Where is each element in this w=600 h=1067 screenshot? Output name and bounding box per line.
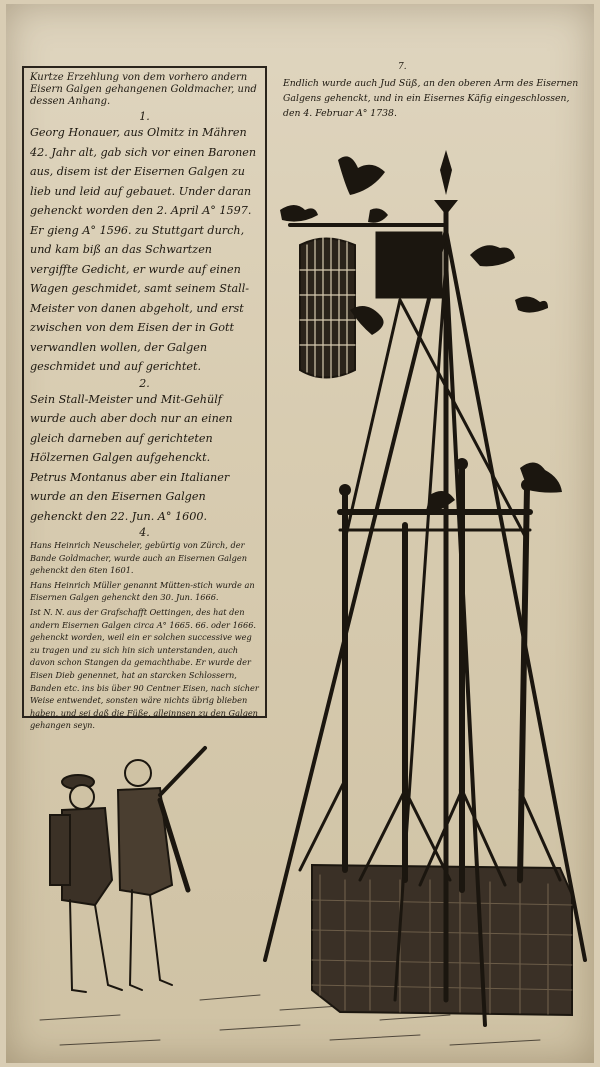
section-number: 2. [139,376,150,390]
section-number: 4. [139,526,150,539]
section-text: Hans Heinrich Müller genannt Mütten-stich wurde an Eisernen Galgen gehenckt den 30. Jun. 1666. [30,579,255,603]
section-text: Petrus Montanus aber ein Italianer wurde an den Eisernen Galgen gehenckt den 22. Jun. A° 1600. [30,470,230,523]
section-text: Georg Honauer, aus Olmitz in Mähren 42. Jahr alt, gab sich vor einen Baronen aus, disem ist der Eisernen Galgen zu lieb und leid auf gebauet. Under daran gehenckt worden den 2. April A° 1597. Er gieng A° 1596. zu Stuttgart durch, und kam biß an das Schwartzen vergiffte Gedicht, er wurde auf einen Wagen geschmidet, samt seinem Stall-Meister von danen abgeholt, und erst zwischen von dem Eisen der in Gott verwandlen wollen, der Galgen geschmidet und auf gerichtet. [30,126,257,373]
page-number: 7. [398,62,407,72]
section-text: Sein Stall-Meister und Mit-Gehülf wurde auch aber doch nur an einen gleich darneben auf gerichteten Hölzernen Galgen aufgehenckt. [30,392,233,464]
section-text: Ist N. N. aus der Grafschafft Oettingen, des hat den andern Eisernen Galgen circa A° 1665. 66. oder 1666. gehenckt worden, weil ein er solchen successive weg zu tragen und zu sich hin sich unterstanden, auch davon schon Stangen da gemachthabe. Er wurde der Eisen Dieb genennet, hat an starcken Schlossern, Banden etc. ins bis über 90 Centner Eisen, nach sicher Weise entwendet, sonsten wäre nichts übrig blieben haben, und sei daß die Füße, alleinnsen zu den Galgen gehangen seyn. [30,606,259,731]
section-text: Hans Heinrich Neuscheler, gebürtig von Zürch, der Bande Goldmacher, wurde auch an Eisernen Galgen gehenckt den 6ten 1601. [30,540,247,576]
section-number: 1. [139,110,150,123]
two-men-figures [50,748,205,992]
hanging-plate [376,232,442,298]
box-title: Kurtze Erzehlung von dem vorhero andern Eisern Galgen gehangenen Goldmacher, und dessen Anhang. [30,72,257,107]
gallows-caption: Endlich wurde auch Jud Süß, an den oberen Arm des Eisernen Galgens gehenckt, und in ein Eisernes Käfig eingeschlossen, den 4. Februar A° 1738. [283,78,579,119]
stone-base [312,865,572,1015]
iron-cage [300,238,355,378]
